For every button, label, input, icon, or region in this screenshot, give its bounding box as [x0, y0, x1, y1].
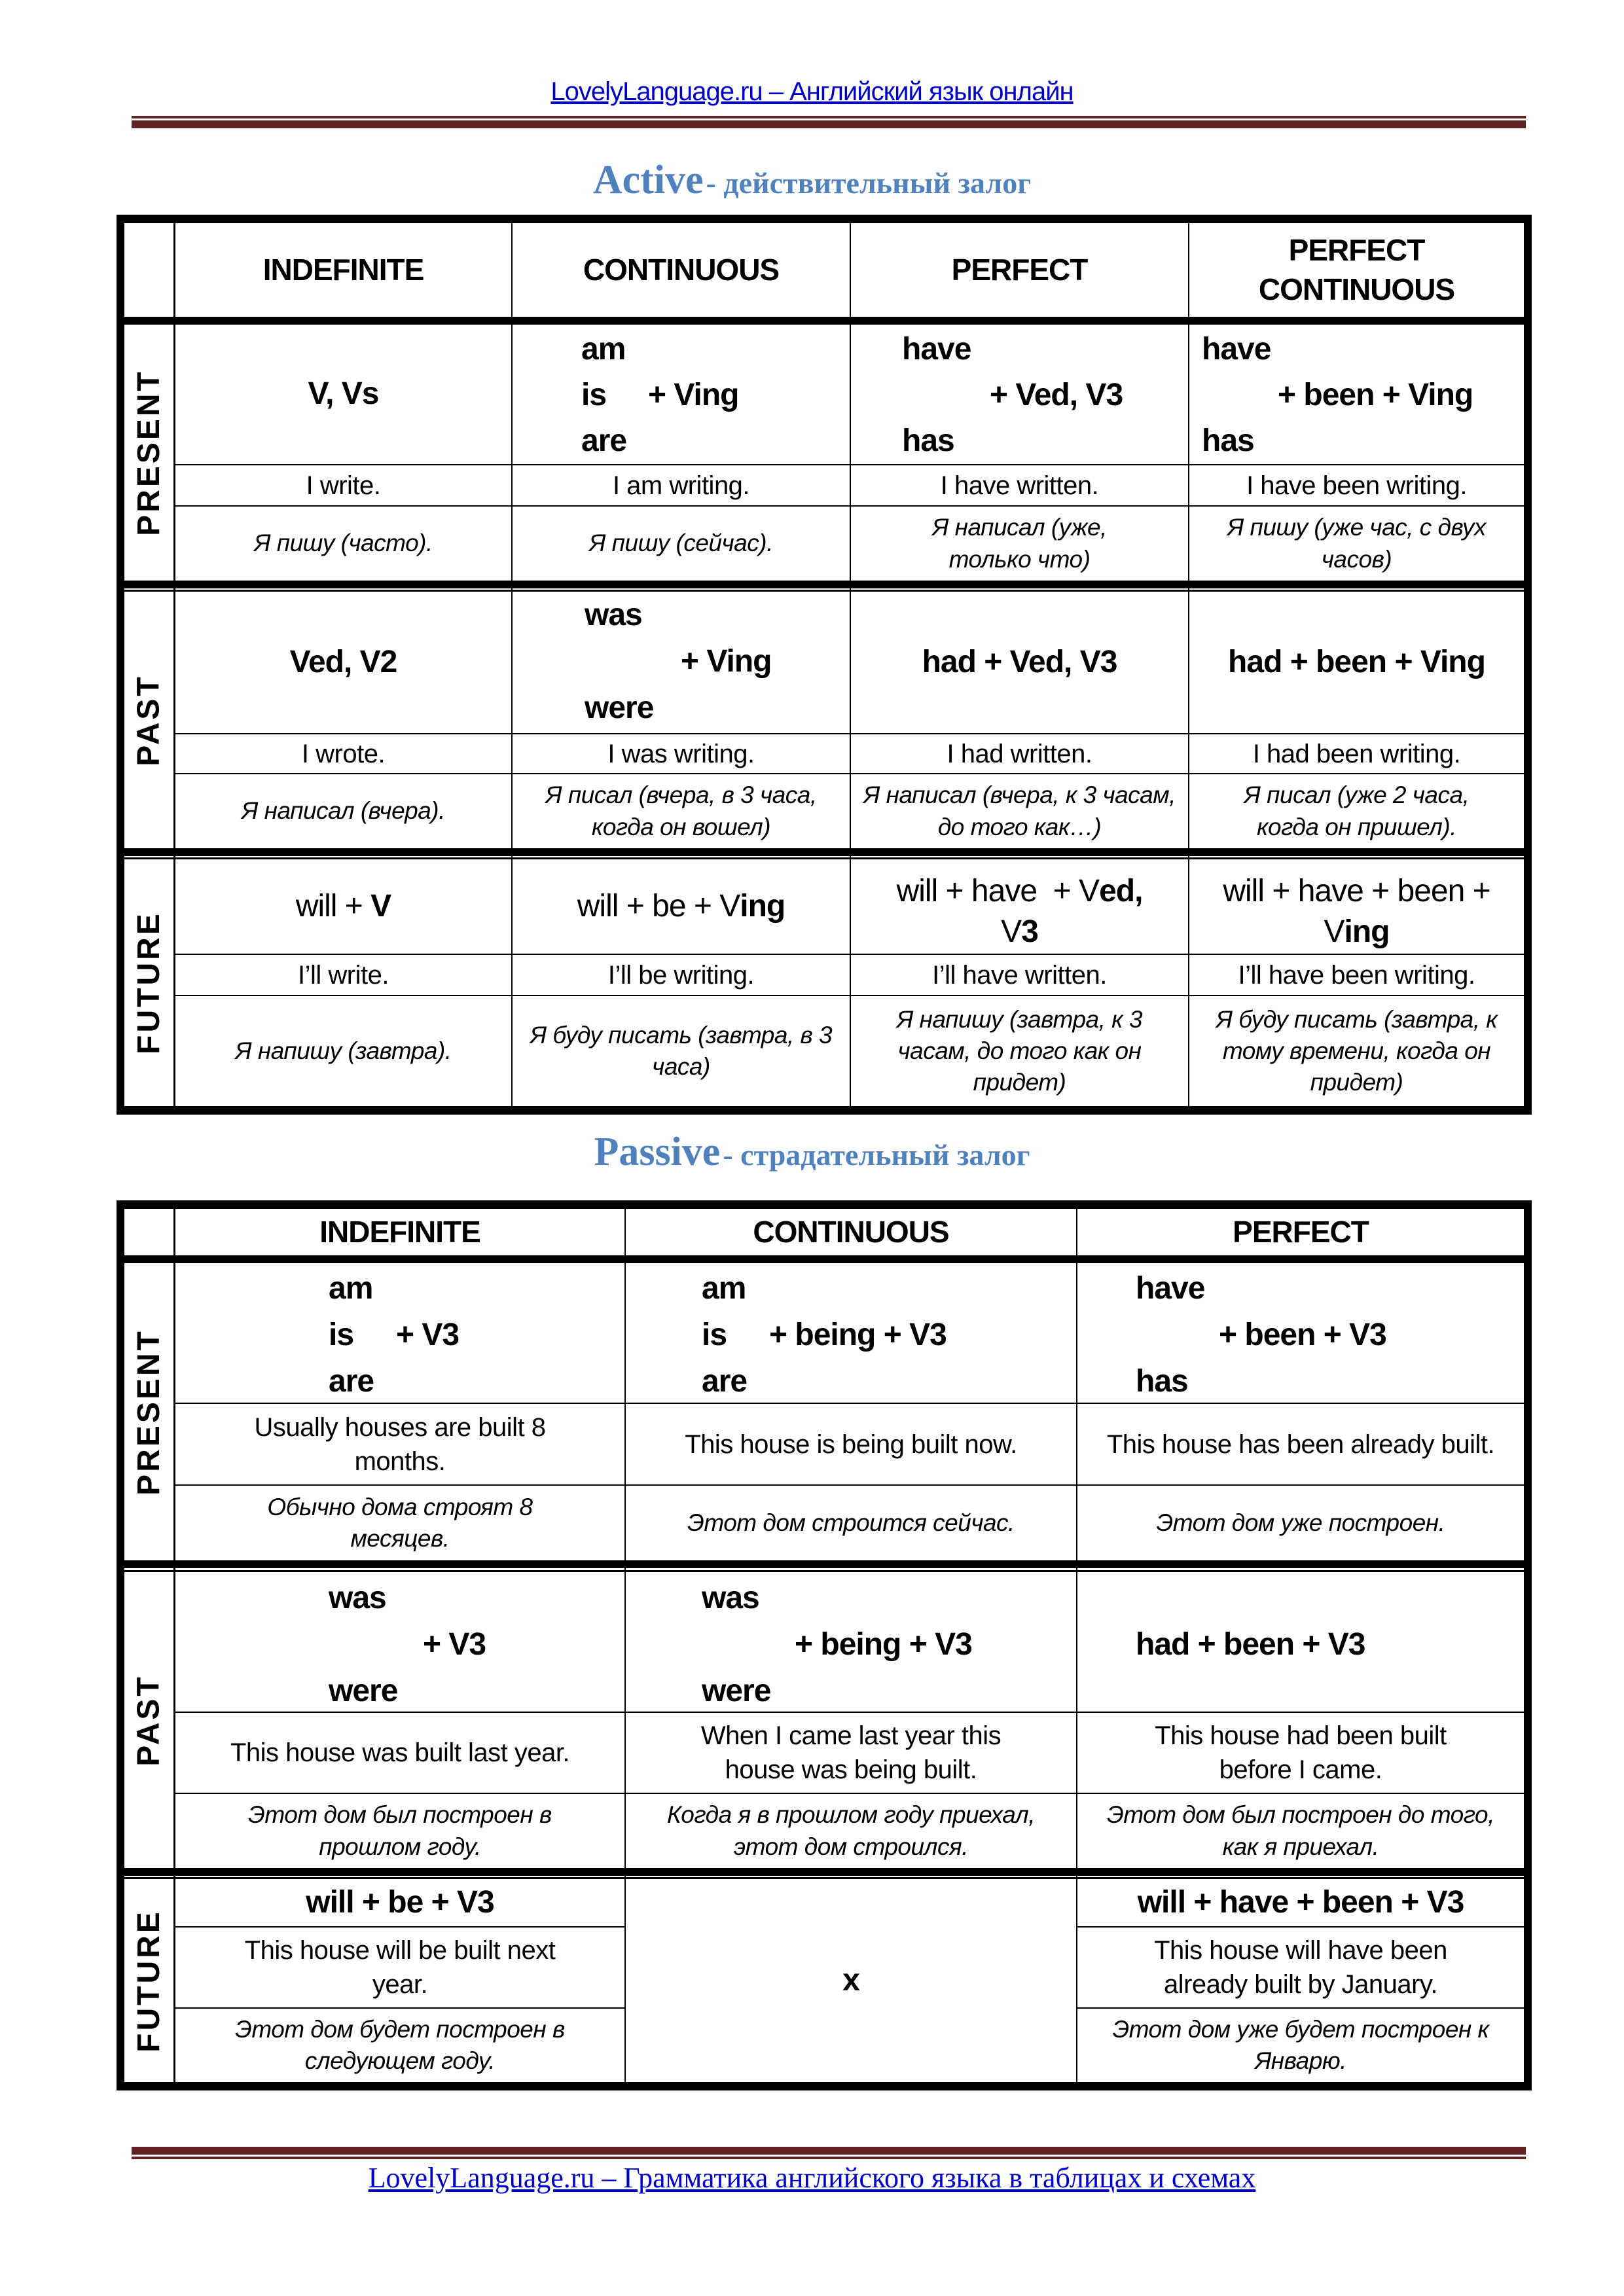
table-border — [117, 2082, 1532, 2090]
formula-rest: + been + Ving — [1278, 378, 1473, 412]
active-title — [0, 157, 1624, 204]
aux-verb: are — [329, 1364, 374, 1399]
example-present-perfect-continuous: I have been writing. — [1246, 471, 1467, 500]
passive-title-sub: - страдательный залог — [723, 1138, 1030, 1172]
formula-part: will + be + V — [577, 888, 740, 924]
aux-verb: is — [329, 1318, 354, 1352]
example-past-perfect: This house had been built before I came. — [1155, 1721, 1447, 1784]
footer-link[interactable] — [0, 2161, 1624, 2195]
example-present-perfect: I have written. — [940, 471, 1099, 500]
aux-verb: am — [581, 332, 626, 367]
aux-verb: is — [702, 1318, 727, 1352]
example-present-indefinite: I write. — [306, 471, 381, 500]
example-past-continuous: When I came last year this house was being built. — [700, 1721, 1001, 1784]
column-header-continuous: CONTINUOUS — [583, 252, 780, 287]
example-future-perfect: This house will have been already built by January. — [1154, 1936, 1447, 1999]
translation-future-continuous: Я буду писать (завтра, в 3 часа) — [530, 1021, 833, 1080]
formula-part: will + — [295, 888, 371, 924]
translation-past-perfect-continuous: Я писал (уже 2 часа, когда он пришел). — [1244, 781, 1470, 840]
aux-verb: are — [702, 1364, 748, 1399]
column-header-continuous: CONTINUOUS — [753, 1214, 949, 1249]
footer-rule-thick — [132, 2147, 1526, 2155]
tense-label-present — [124, 1263, 173, 1560]
aux-verb: was — [329, 1581, 386, 1615]
translation-future-perfect: Я напишу (завтра, к 3 часам, до того как он придет) — [897, 1005, 1142, 1096]
tense-label-present — [124, 325, 173, 581]
formula-part-bold: ing — [1344, 914, 1390, 950]
formula-rest: + Ved, V3 — [990, 378, 1123, 412]
formula-part: will + have + been + V — [1223, 874, 1490, 950]
translation-future-perfect: Этот дом уже будет построен к Январю. — [1112, 2015, 1489, 2074]
aux-verb: have — [1202, 332, 1271, 367]
aux-verb: are — [581, 423, 627, 458]
row-separator — [117, 1868, 1532, 1876]
tense-label-text: PRESENT — [132, 1328, 166, 1496]
formula-future-perfect-continuous — [1189, 859, 1524, 954]
example-future-perfect-continuous: I’ll have been writing. — [1238, 960, 1475, 990]
formula-rest: + Ving — [648, 378, 739, 412]
example-past-perfect: I had written. — [947, 739, 1092, 768]
formula-past-perfect: had + Ved, V3 — [922, 644, 1117, 679]
column-header-perfect: PERFECT — [1233, 1214, 1369, 1249]
translation-present-indefinite: Обычно дома строят 8 месяцев. — [267, 1493, 533, 1552]
example-past-indefinite: This house was built last year. — [230, 1738, 570, 1767]
translation-present-perfect-continuous: Я пишу (уже час, с двух часов) — [1227, 514, 1487, 573]
example-present-indefinite: Usually houses are built 8 months. — [254, 1412, 546, 1476]
aux-verb: was — [702, 1581, 759, 1615]
translation-past-continuous: Я писал (вчера, в 3 часа, когда он вошел) — [545, 781, 817, 840]
example-present-continuous: This house is being built now. — [685, 1429, 1017, 1459]
aux-verb: has — [902, 423, 954, 458]
tense-label-future — [124, 1879, 173, 2082]
formula-part-bold: V — [370, 888, 391, 924]
formula-rest: + V3 — [423, 1627, 486, 1662]
aux-verb: has — [1136, 1364, 1188, 1399]
row-separator — [117, 317, 1532, 325]
translation-future-perfect-continuous: Я буду писать (завтра, к тому времени, когда он придет) — [1216, 1005, 1498, 1096]
aux-verb: has — [1202, 423, 1254, 458]
example-present-perfect: This house has been already built. — [1106, 1429, 1495, 1459]
example-past-continuous: I was writing. — [607, 739, 755, 768]
aux-verb: is — [581, 378, 607, 412]
tense-label-text: PAST — [132, 1674, 167, 1767]
active-title-sub: - действительный залог — [706, 166, 1032, 200]
row-separator — [124, 1570, 1524, 1572]
table-border — [117, 215, 1532, 223]
column-header-indefinite: INDEFINITE — [262, 252, 424, 287]
formula-part-bold: ing — [740, 888, 785, 924]
aux-verb: am — [329, 1271, 373, 1306]
formula-future-indefinite — [175, 859, 511, 954]
column-header-perfect: PERFECT — [951, 252, 1088, 287]
table-border — [1524, 1200, 1532, 2090]
table-border — [117, 1200, 124, 2090]
formula-future-indefinite: will + be + V3 — [306, 1884, 494, 1920]
tense-label-past — [124, 592, 173, 848]
header-link-text[interactable]: LovelyLanguage.ru – Английский язык онлайн — [550, 77, 1074, 106]
tense-label-text: PRESENT — [132, 369, 166, 536]
translation-past-indefinite: Этот дом был построен в прошлом году. — [248, 1801, 552, 1860]
passive-title — [0, 1129, 1624, 1175]
column-header-perfect-continuous: PERFECT CONTINUOUS — [1258, 232, 1455, 306]
aux-verb: have — [1136, 1271, 1205, 1306]
tense-label-text: FUTURE — [132, 911, 166, 1054]
table-border — [1524, 215, 1532, 1115]
tense-label-past — [124, 1572, 173, 1868]
formula-future-continuous-none: x — [842, 1962, 859, 1998]
tense-label-text: FUTURE — [132, 1909, 166, 2053]
translation-past-perfect: Я написал (вчера, к 3 часам, до того как…) — [863, 781, 1176, 840]
example-future-indefinite: I’ll write. — [298, 960, 389, 990]
formula-present-indefinite: V, Vs — [308, 376, 379, 412]
column-header-indefinite: INDEFINITE — [319, 1214, 480, 1249]
formula-rest: + Ving — [681, 644, 772, 679]
row-separator — [117, 1560, 1532, 1568]
formula-rest: + being + V3 — [769, 1318, 947, 1352]
formula-past-perfect-continuous: had + been + Ving — [1228, 644, 1485, 679]
translation-present-continuous: Этот дом строится сейчас. — [687, 1509, 1015, 1536]
row-separator — [117, 1255, 1532, 1263]
aux-verb: were — [329, 1674, 398, 1708]
footer-link-text[interactable]: LovelyLanguage.ru – Грамматика английского языка в таблицах и схемах — [368, 2162, 1256, 2194]
translation-past-continuous: Когда я в прошлом году приехал, этот дом строился. — [666, 1801, 1036, 1860]
formula-part: V — [1001, 914, 1022, 950]
header-link[interactable] — [0, 77, 1624, 107]
passive-title-main: Passive — [594, 1130, 721, 1174]
formula-rest: + been + V3 — [1219, 1318, 1386, 1352]
translation-present-indefinite: Я пишу (часто). — [254, 529, 433, 557]
translation-past-perfect: Этот дом был построен до того, как я приехал. — [1107, 1801, 1494, 1860]
formula-past-indefinite: Ved, V2 — [289, 644, 397, 679]
aux-verb: have — [902, 332, 971, 367]
table-border — [117, 1200, 1532, 1209]
translation-present-perfect: Этот дом уже построен. — [1156, 1509, 1445, 1536]
translation-future-indefinite: Я напишу (завтра). — [235, 1037, 452, 1064]
row-separator — [117, 581, 1532, 588]
aux-verb: am — [702, 1271, 746, 1306]
aux-verb: was — [585, 598, 642, 632]
formula-part-bold: ed, — [1099, 874, 1143, 908]
tense-label-text: PAST — [132, 673, 167, 766]
translation-past-indefinite: Я написал (вчера). — [242, 797, 445, 825]
formula-part-bold: 3 — [1021, 914, 1038, 950]
example-future-indefinite: This house will be built next year. — [244, 1936, 556, 1999]
row-separator — [117, 848, 1532, 856]
aux-verb: were — [585, 691, 654, 725]
example-future-continuous: I’ll be writing. — [607, 960, 755, 990]
formula-rest: + being + V3 — [795, 1627, 972, 1662]
table-border — [117, 1106, 1532, 1115]
example-present-continuous: I am writing. — [612, 471, 750, 500]
translation-present-continuous: Я пишу (сейчас). — [589, 529, 773, 557]
tense-label-future — [124, 859, 173, 1106]
aux-verb: were — [702, 1674, 771, 1708]
example-past-indefinite: I wrote. — [301, 739, 386, 768]
formula-future-continuous — [513, 859, 850, 954]
formula-past-perfect: had + been + V3 — [1136, 1627, 1365, 1662]
formula-rest: + V3 — [396, 1318, 460, 1352]
formula-part: will + have + V — [896, 874, 1100, 908]
active-title-main: Active — [592, 158, 704, 202]
header-rule-thick — [132, 120, 1526, 128]
translation-present-perfect: Я написал (уже, только что) — [932, 514, 1107, 573]
footer-rule-thin — [132, 2157, 1526, 2159]
table-border — [117, 215, 124, 1115]
header-rule-thin — [132, 116, 1526, 118]
example-past-perfect-continuous: I had been writing. — [1252, 739, 1461, 768]
formula-future-perfect: will + have + been + V3 — [1137, 1884, 1464, 1920]
formula-future-perfect — [851, 859, 1188, 954]
example-future-perfect: I’ll have written. — [932, 960, 1107, 990]
translation-future-indefinite: Этот дом будет построен в следующем году. — [235, 2015, 565, 2074]
